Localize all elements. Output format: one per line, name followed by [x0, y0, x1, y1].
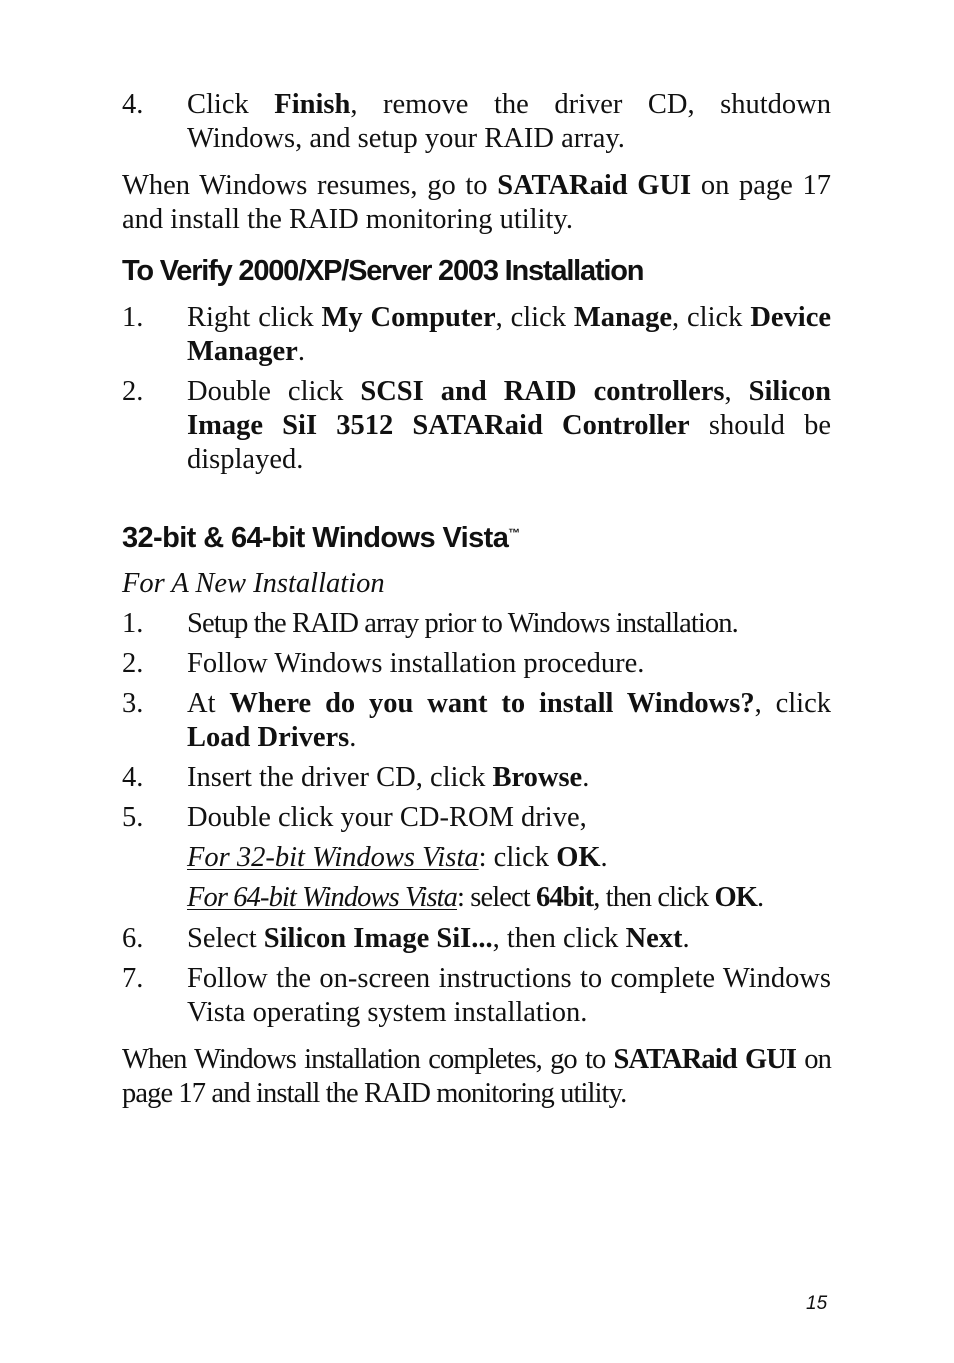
vista-step-1 [122, 607, 831, 641]
step-number: 1. [122, 608, 144, 639]
page-number: 15 [806, 1293, 828, 1314]
step-number: 6. [122, 923, 144, 954]
vista-step-5 [122, 801, 831, 835]
step-text: Setup the RAID array prior to Windows installation. [187, 608, 738, 639]
step-text: Double click your CD-ROM drive, [187, 802, 587, 833]
step-number: 5. [122, 802, 144, 833]
step-text: Follow Windows installation procedure. [187, 648, 645, 679]
final-note: When Windows installation completes, go to SATARaid GUI on page 17 and install the RAID monitoring utility. [122, 1044, 831, 1109]
vista-32bit-option: For 32-bit Windows Vista: click OK. [187, 842, 608, 873]
step-number: 3. [122, 688, 144, 719]
step-text: Follow the on-screen instructions to complete Windows Vista operating system installation. [187, 963, 831, 1028]
step-number: 4. [122, 762, 144, 793]
verify-step-2 [122, 375, 831, 477]
step-number: 2. [122, 376, 144, 407]
verify-heading: To Verify 2000/XP/Server 2003 Installation [122, 255, 644, 287]
step-number: 4. [122, 89, 144, 120]
step-finish [122, 88, 831, 156]
verify-step-1 [122, 301, 831, 369]
sataraid-gui-term: SATARaid GUI [613, 1044, 797, 1075]
vista-subheading: For A New Installation [122, 568, 385, 599]
sataraid-gui-term: SATARaid GUI [497, 170, 692, 201]
vista-64bit-option: For 64-bit Windows Vista: select 64bit, then click OK. [187, 882, 764, 913]
vista-step-4 [122, 761, 831, 795]
step-text: Double click SCSI and RAID controllers, Silicon Image SiI 3512 SATARaid Controller should be displayed. [187, 376, 832, 475]
step-text: Right click My Computer, click Manage, click Device Manager. [187, 302, 832, 367]
vista-heading: 32-bit & 64-bit Windows Vista™ [122, 522, 521, 554]
vista-step-7 [122, 962, 831, 1030]
vista-64bit-label: For 64-bit Windows Vista [187, 882, 458, 913]
manual-page [122, 88, 831, 1111]
step-text: Click Finish, remove the driver CD, shutdown Windows, and setup your RAID array. [187, 89, 831, 154]
step-text: Insert the driver CD, click Browse. [187, 762, 590, 793]
step-number: 2. [122, 648, 144, 679]
resume-note: When Windows resumes, go to SATARaid GUI on page 17 and install the RAID monitoring utility. [122, 170, 831, 235]
finish-term: Finish [274, 89, 351, 120]
vista-32bit-label: For 32-bit Windows Vista [187, 842, 479, 873]
step-text: At Where do you want to install Windows?, click Load Drivers. [187, 688, 831, 753]
step-number: 7. [122, 963, 144, 994]
step-text: Select Silicon Image SiI..., then click Next. [187, 923, 690, 954]
vista-step-6 [122, 922, 831, 956]
vista-step-3 [122, 687, 831, 755]
vista-step-2 [122, 647, 831, 681]
trademark-symbol: ™ [508, 526, 521, 540]
step-number: 1. [122, 302, 144, 333]
